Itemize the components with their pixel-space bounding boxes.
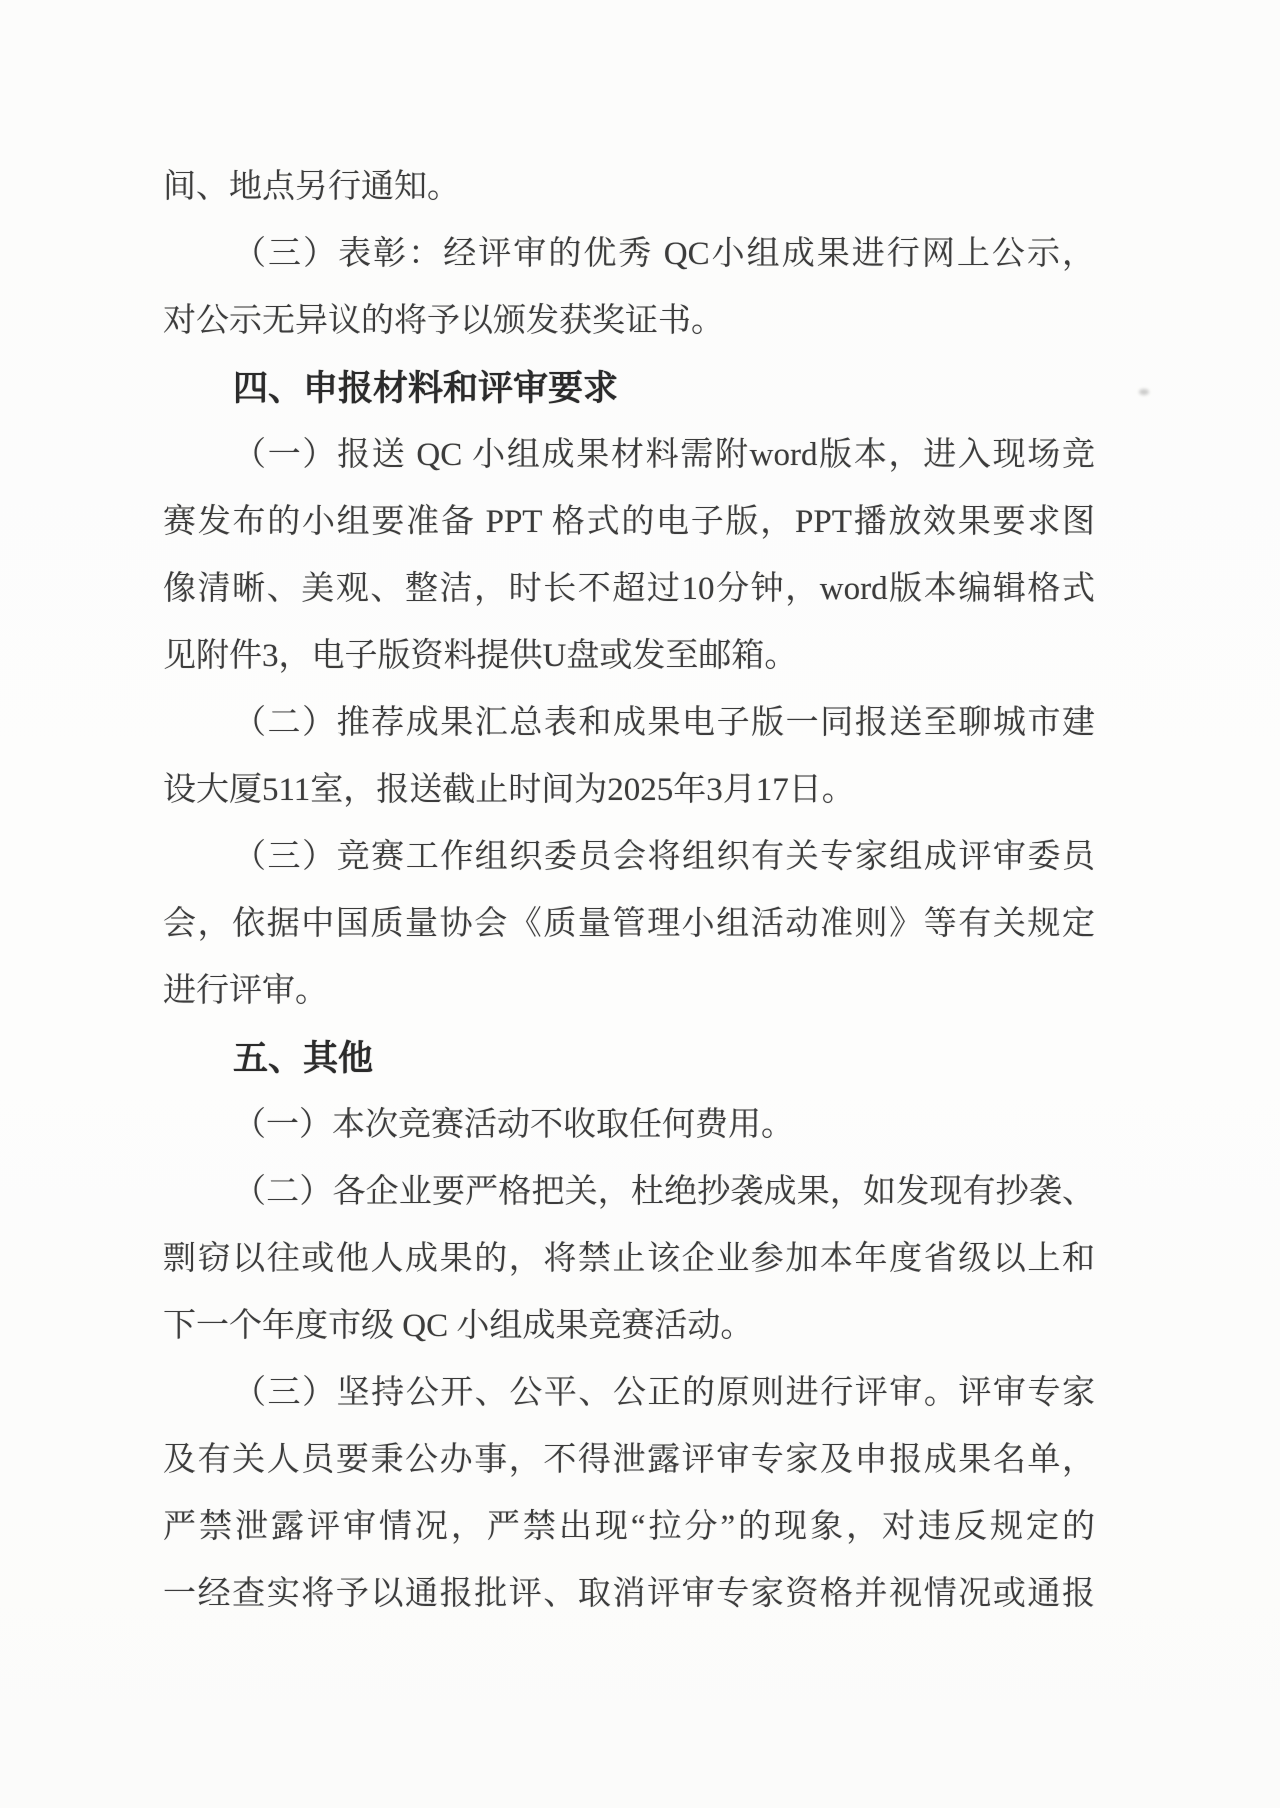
text-line: （一）本次竞赛活动不收取任何费用。 [233,1107,794,1143]
text-line: （二）各企业要严格把关，杜绝抄袭成果，如发现有抄袭、 [233,1174,1095,1210]
text-line: 下一个年度市级 QC 小组成果竞赛活动。 [163,1308,754,1344]
text-line: （一）报送 QC 小组成果材料需附word版本，进入现场竞 [233,437,1095,473]
text-line: 一经查实将予以通报批评、取消评审专家资格并视情况或通报 [163,1576,1095,1612]
text-line: 设大厦511室，报送截止时间为2025年3月17日。 [163,772,855,808]
text-line: 见附件3，电子版资料提供U盘或发至邮箱。 [163,638,798,674]
text-line: 像清晰、美观、整洁，时长不超过10分钟，word版本编辑格式 [163,571,1095,607]
text-line: （三）竞赛工作组织委员会将组织有关专家组成评审委员 [233,839,1095,875]
text-line: 严禁泄露评审情况，严禁出现“拉分”的现象，对违反规定的 [163,1509,1095,1545]
text-column [163,154,1095,1628]
section-heading-four: 四、申报材料和评审要求 [233,369,619,408]
section-heading-five: 五、其他 [233,1039,374,1078]
text-line: （三）坚持公开、公平、公正的原则进行评审。评审专家 [233,1375,1095,1411]
scan-speck-artifact [1139,389,1149,395]
text-line: 及有关人员要秉公办事，不得泄露评审专家及申报成果名单， [163,1442,1095,1478]
text-line: 进行评审。 [163,973,328,1009]
text-line: 间、地点另行通知。 [163,169,460,205]
text-line: 剽窃以往或他人成果的，将禁止该企业参加本年度省级以上和 [163,1241,1095,1277]
text-line: 赛发布的小组要准备 PPT 格式的电子版，PPT播放效果要求图 [163,504,1095,540]
text-line: （二）推荐成果汇总表和成果电子版一同报送至聊城市建 [233,705,1095,741]
text-line: 会，依据中国质量协会《质量管理小组活动准则》等有关规定 [163,906,1095,942]
text-line: （三）表彰：经评审的优秀 QC小组成果进行网上公示， [233,236,1095,272]
text-line: 对公示无异议的将予以颁发获奖证书。 [163,303,724,339]
